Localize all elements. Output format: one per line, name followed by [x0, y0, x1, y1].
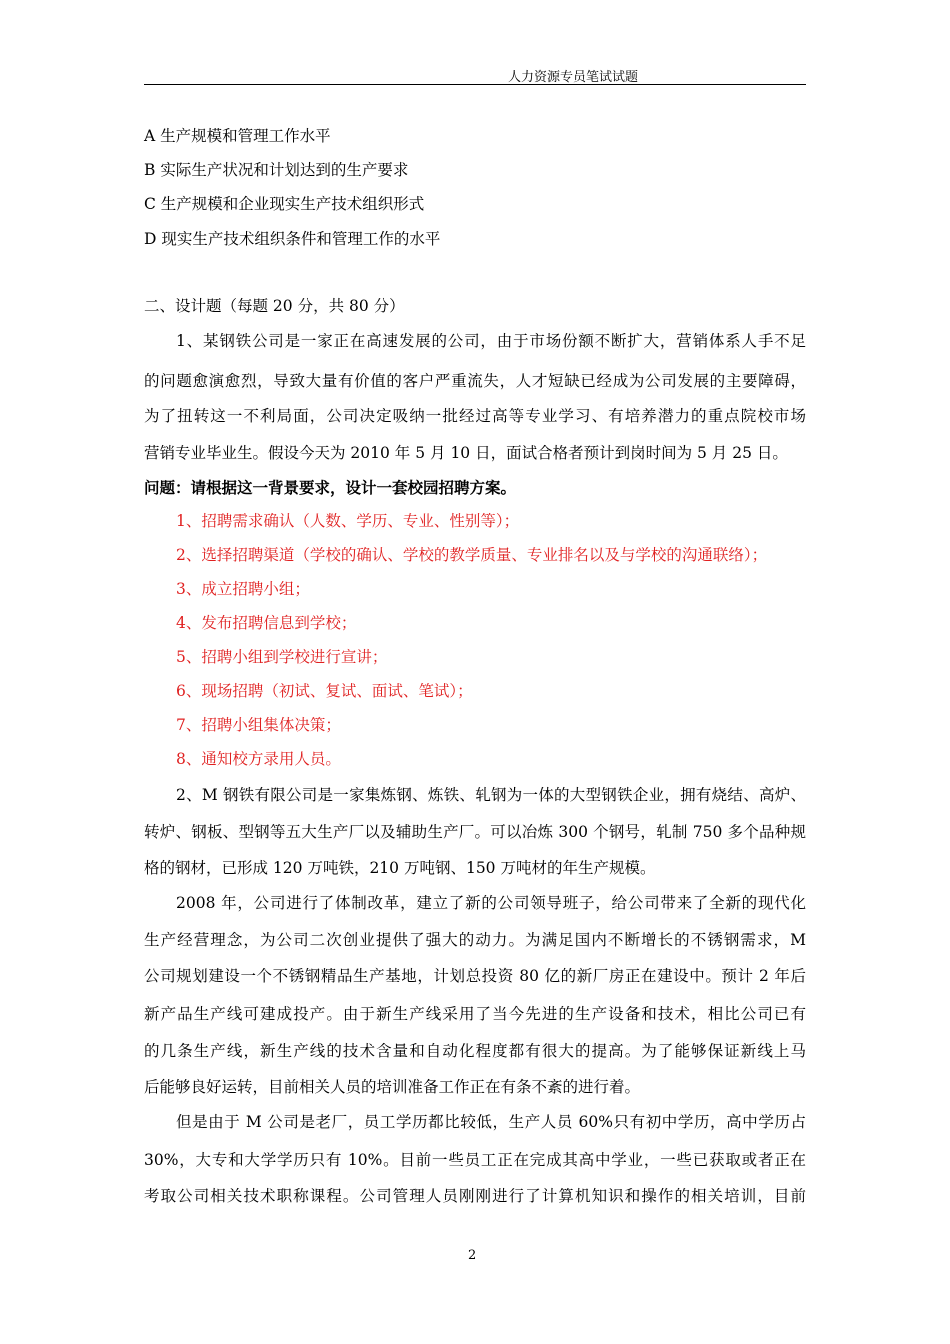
- q2-paragraph-line: 的几条生产线，新生产线的技术含量和自动化程度都有很大的提高。为了能够保证新线上马: [144, 1042, 806, 1060]
- q1-answer-item: 7、招聘小组集体决策；: [176, 716, 341, 734]
- q1-answer-item: 3、成立招聘小组；: [176, 580, 310, 598]
- page-header: [144, 64, 806, 85]
- q2-paragraph-line: 考取公司相关技术职称课程。公司管理人员刚刚进行了计算机知识和操作的相关培训，目前: [144, 1187, 806, 1205]
- q2-paragraph-line: 2、M 钢铁有限公司是一家集炼钢、炼铁、轧钢为一体的大型钢铁企业，拥有烧结、高炉、: [176, 786, 806, 804]
- q2-paragraph-line: 格的钢材，已形成 120 万吨铁，210 万吨钢、150 万吨材的年生产规模。: [144, 859, 656, 877]
- q1-answer-item: 5、招聘小组到学校进行宣讲；: [176, 648, 388, 666]
- q2-paragraph-line: 新产品生产线可建成投产。由于新生产线采用了当今先进的生产设备和技术，相比公司已有: [144, 1005, 806, 1023]
- q2-paragraph-line: 生产经营理念，为公司二次创业提供了强大的动力。为满足国内不断增长的不锈钢需求，M: [144, 931, 806, 949]
- q2-paragraph-line: 30%，大专和大学学历只有 10%。目前一些员工正在完成其高中学业，一些已获取或者正在: [144, 1151, 806, 1169]
- q2-paragraph-line: 2008 年，公司进行了体制改革，建立了新的公司领导班子，给公司带来了全新的现代化: [176, 894, 806, 912]
- option-a: A 生产规模和管理工作水平: [144, 127, 331, 145]
- q1-answer-item: 2、选择招聘渠道（学校的确认、学校的教学质量、专业排名以及与学校的沟通联络）；: [176, 546, 768, 564]
- q1-answer-item: 1、招聘需求确认（人数、学历、专业、性别等）；: [176, 512, 520, 530]
- header-title: 人力资源专员笔试试题: [508, 70, 639, 85]
- q1-paragraph-line: 营销专业毕业生。假设今天为 2010 年 5 月 10 日，面试合格者预计到岗时间为 5 月 25 日。: [144, 444, 788, 462]
- q2-paragraph-line: 后能够良好运转，目前相关人员的培训准备工作正在有条不紊的进行着。: [144, 1078, 641, 1096]
- q1-answer-item: 6、现场招聘（初试、复试、面试、笔试）；: [176, 682, 473, 700]
- q2-paragraph-line: 但是由于 M 公司是老厂，员工学历都比较低，生产人员 60%只有初中学历，高中学历占: [176, 1113, 806, 1131]
- option-b: B 实际生产状况和计划达到的生产要求: [144, 161, 409, 179]
- option-d: D 现实生产技术组织条件和管理工作的水平: [144, 230, 441, 248]
- q1-answer-item: 8、通知校方录用人员。: [176, 750, 341, 768]
- q1-paragraph-line: 的问题愈演愈烈，导致大量有价值的客户严重流失，人才短缺已经成为公司发展的主要障碍，: [144, 372, 806, 390]
- q1-paragraph-line: 1、某钢铁公司是一家正在高速发展的公司，由于市场份额不断扩大，营销体系人手不足: [176, 332, 806, 350]
- page-number: 2: [468, 1248, 477, 1263]
- q2-paragraph-line: 公司规划建设一个不锈钢精品生产基地，计划总投资 80 亿的新厂房正在建设中。预计 2 年后: [144, 967, 806, 985]
- section-title: 二、设计题（每题 20 分，共 80 分）: [144, 297, 405, 315]
- q1-question: 问题：请根据这一背景要求，设计一套校园招聘方案。: [144, 478, 517, 497]
- q1-paragraph-line: 为了扭转这一不利局面，公司决定吸纳一批经过高等专业学习、有培养潜力的重点院校市场: [144, 407, 806, 425]
- q2-paragraph-line: 转炉、钢板、型钢等五大生产厂以及辅助生产厂。可以冶炼 300 个钢号，轧制 750 多个品种规: [144, 823, 806, 841]
- q1-answer-item: 4、发布招聘信息到学校；: [176, 614, 357, 632]
- option-c: C 生产规模和企业现实生产技术组织形式: [144, 195, 425, 213]
